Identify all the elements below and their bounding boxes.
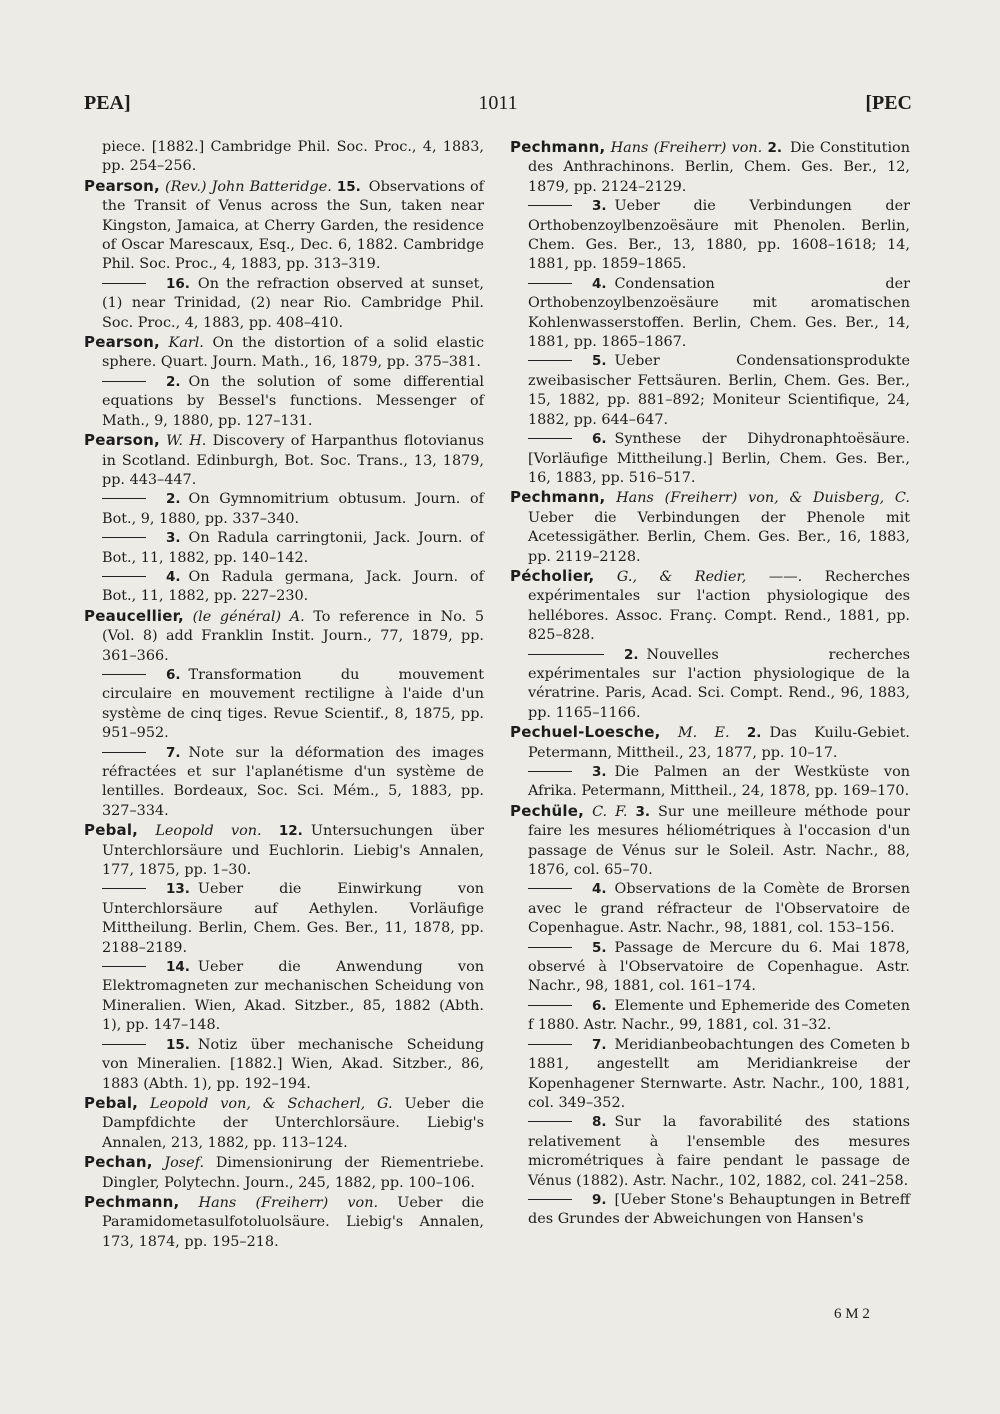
ditto-dash xyxy=(102,381,146,382)
ditto-dash xyxy=(528,654,604,655)
entry-text: Ueber die Anwendung von Elektromagneten zur mechanischen Scheidung von Mineralien. Wien, Akad. Sitzber., 85, 1882 (Abth. 1), pp. 147–148. xyxy=(102,959,484,1034)
author-forename: Karl. xyxy=(168,335,204,352)
entry-text: Elemente und Ephemeride des Cometen f 1880. Astr. Nachr., 99, 1881, col. 31–32. xyxy=(528,997,910,1034)
entry-number: 3. xyxy=(166,530,181,547)
author-surname: Pearson, xyxy=(84,333,160,352)
bibliography-entry xyxy=(84,1193,484,1252)
bibliography-subentry xyxy=(510,939,910,997)
bibliography-subentry xyxy=(510,1036,910,1114)
bibliography-subentry xyxy=(510,997,910,1036)
entry-text: To reference in No. 5 (Vol. 8) add Franklin Instit. Journ., 77, 1879, pp. 361–366. xyxy=(102,608,484,664)
entry-text: Notiz über mechanische Scheidung von Mineralien. [1882.] Wien, Akad. Sitzber., 86, 1883 (Abth. 1), pp. 192–194. xyxy=(102,1036,484,1092)
entry-text: On the refraction observed at sunset, (1) near Trinidad, (2) near Rio. Cambridge Phil. Soc. Proc., 4, 1883, pp. 408–410. xyxy=(102,275,484,331)
bibliography-subentry xyxy=(84,1036,484,1094)
bibliography-subentry xyxy=(84,880,484,958)
entry-number: 6. xyxy=(592,997,607,1014)
entry-text: On the distortion of a solid elastic sphere. Quart. Journ. Math., 16, 1879, pp. 375–381. xyxy=(102,335,485,371)
entry-text: Ueber Condensationsprodukte zweibasischer Fettsäuren. Berlin, Chem. Ges. Ber., 15, 1882, pp. 881–892; Moniteur Scientifique, 24, 1882, pp. 644–647. xyxy=(528,353,910,428)
ditto-dash xyxy=(528,283,572,284)
bibliography-subentry xyxy=(84,529,484,568)
bibliography-entry xyxy=(510,802,910,881)
author-surname: Pechmann, xyxy=(510,488,606,507)
ditto-dash xyxy=(102,888,146,889)
entry-number: 2. xyxy=(746,725,762,742)
author-surname: Peaucellier, xyxy=(84,606,184,625)
entry-text: On Radula carringtonii, Jack. Journ. of Bot., 11, 1882, pp. 140–142. xyxy=(102,530,484,566)
ditto-dash xyxy=(528,947,572,948)
author-surname: Pécholier, xyxy=(510,566,595,585)
entry-text: Die Constitution des Anthrachinons. Berlin, Chem. Ges. Ber., 12, 1879, pp. 2124–2129. xyxy=(528,140,910,195)
bibliography-subentry xyxy=(84,958,484,1036)
bibliography-subentry xyxy=(84,275,484,333)
entry-text: On Gymnomitrium obtusum. Journ. of Bot., 9, 1880, pp. 337–340. xyxy=(102,491,484,527)
entry-number: 7. xyxy=(592,1036,607,1053)
entry-text: On Radula germana, Jack. Journ. of Bot., 11, 1882, pp. 227–230. xyxy=(102,568,484,605)
ditto-dash xyxy=(528,1044,572,1045)
entry-text: Note sur la déformation des images réfractées et sur l'aplanétisme d'un système de lentilles. Bordeaux, Soc. Sci. Mém., 5, 1883, pp. 327–334. xyxy=(102,744,484,819)
entry-number: 2. xyxy=(166,491,181,508)
author-surname: Pechmann, xyxy=(510,138,606,156)
bibliography-entry xyxy=(510,138,910,197)
ditto-dash xyxy=(102,966,146,967)
bibliography-subentry xyxy=(84,373,484,431)
entry-text: Recherches expérimentales sur l'action physiologique des hellébores. Assoc. Franç. Compt. Rend., 1881, pp. 825–828. xyxy=(528,568,911,644)
bibliography-entry xyxy=(84,607,484,666)
entry-number: 15. xyxy=(336,178,361,195)
author-forename: M. E. xyxy=(677,725,730,742)
ditto-dash xyxy=(102,1044,146,1045)
entry-number: 14. xyxy=(166,959,190,976)
header-left-guide: PEA] xyxy=(84,92,131,114)
bibliography-subentry xyxy=(510,646,910,724)
ditto-dash xyxy=(102,498,146,499)
entry-text: Dimensionirung der Riementriebe. Dingler, Polytechn. Journ., 245, 1882, pp. 100–106. xyxy=(102,1155,485,1191)
right-column xyxy=(510,138,910,1230)
bibliography-subentry xyxy=(510,1113,910,1191)
bibliography-entry xyxy=(510,723,910,763)
ditto-dash xyxy=(102,283,146,284)
author-forename: Hans (Freiherr) von. xyxy=(198,1194,379,1211)
bibliography-entry xyxy=(510,488,910,567)
entry-text: Ueber die Verbindungen der Phenole mit Acetessigäther. Berlin, Chem. Ges. Ber., 16, 1883, pp. 2119–2128. xyxy=(528,509,910,565)
entry-text: Passage de Mercure du 6. Mai 1878, observé à l'Observatoire de Copenhague. Astr. Nachr., 98, 1881, col. 161–174. xyxy=(528,939,910,995)
ditto-dash xyxy=(528,438,572,439)
author-surname: Pechuel-Loesche, xyxy=(510,723,661,742)
entry-text: piece. [1882.] Cambridge Phil. Soc. Proc., 4, 1883, pp. 254–256. xyxy=(102,139,484,175)
author-forename: Josef. xyxy=(164,1155,205,1172)
entry-number: 6. xyxy=(166,666,181,683)
entry-text: On the solution of some differential equations by Bessel's functions. Messenger of Math., 9, 1880, pp. 127–131. xyxy=(102,373,484,429)
signature-mark: 6 M 2 xyxy=(834,1306,870,1322)
entry-number: 2. xyxy=(624,646,639,663)
entry-text: Die Palmen an der Westküste von Afrika. Petermann, Mittheil., 24, 1878, pp. 169–170. xyxy=(528,764,910,800)
bibliography-entry xyxy=(84,431,484,490)
left-column xyxy=(84,138,484,1252)
entry-text: Ueber die Paramidometasulfotoluolsäure. Liebig's Annalen, 173, 1874, pp. 195–218. xyxy=(102,1194,484,1250)
entry-text: Meridianbeobachtungen des Cometen b 1881, angestellt am Meridiankreise der Kopenhagener Sternwarte. Astr. Nachr., 100, 1881, col. 349–352. xyxy=(528,1036,910,1111)
bibliography-entry xyxy=(84,821,484,880)
page-number: 1011 xyxy=(478,92,518,114)
entry-number: 2. xyxy=(767,140,782,156)
bibliography-entry xyxy=(84,333,484,373)
entry-text: Observations of the Transit of Venus across the Sun, taken near Kingston, Jamaica, at Cherry Garden, the residence of Oscar Marescaux, Esq., Dec. 6, 1882. Cambridge Phil. Soc. Proc., 4, 1883, pp. 313–319. xyxy=(102,178,485,273)
entry-number: 15. xyxy=(166,1036,190,1053)
ditto-dash xyxy=(102,576,146,577)
bibliography-subentry xyxy=(510,1191,910,1230)
author-forename: (Rev.) John Batteridge. xyxy=(164,178,332,195)
bibliography-subentry xyxy=(510,275,910,353)
author-forename: Leopold von, & Schacherl, G. xyxy=(149,1095,393,1112)
entry-text: Ueber die Dampfdichte der Unterchlorsäure. Liebig's Annalen, 213, 1882, pp. 113–124. xyxy=(102,1095,484,1151)
ditto-dash xyxy=(528,771,572,772)
entry-number: 3. xyxy=(592,198,607,215)
author-forename: Hans (Freiherr) von. xyxy=(610,140,763,156)
entry-text: Ueber die Einwirkung von Unterchlorsäure auf Aethylen. Vorläufige Mittheilung. Berlin, Chem. Ges. Ber., 11, 1878, pp. 2188–2189. xyxy=(102,881,484,956)
author-forename: Leopold von. xyxy=(155,823,262,840)
ditto-dash xyxy=(102,674,146,675)
bibliography-entry xyxy=(510,567,910,646)
entry-number: 3. xyxy=(635,803,651,820)
entry-number: 5. xyxy=(592,939,607,956)
entry-number: 2. xyxy=(166,373,181,390)
entry-text: Condensation der Orthobenzoylbenzoësäure mit aromatischen Kohlenwasserstoffen. Berlin, Chem. Ges. Ber., 14, 1881, pp. 1865–1867. xyxy=(528,275,910,351)
entry-text: Nouvelles recherches expérimentales sur l'action physiologique de la vératrine. Paris, Acad. Sci. Compt. Rend., 96, 1883, pp. 1165–1166. xyxy=(528,646,910,721)
author-surname: Pearson, xyxy=(84,431,160,450)
bibliography-subentry xyxy=(510,430,910,488)
entry-text: Das Kuilu-Gebiet. Petermann, Mittheil., 23, 1877, pp. 10–17. xyxy=(528,725,910,761)
entry-number: 5. xyxy=(592,353,607,370)
entry-text: Observations de la Comète de Brorsen avec le grand réfracteur de l'Observatoire de Copenhague. Astr. Nachr., 98, 1881, col. 153–156. xyxy=(528,881,910,937)
author-forename: (le général) A. xyxy=(192,608,305,625)
entry-text: Untersuchungen über Unterchlorsäure und Euchlorin. Liebig's Annalen, 177, 1875, pp. 1–30. xyxy=(102,823,485,879)
author-surname: Pechan, xyxy=(84,1153,153,1172)
author-forename: W. H. xyxy=(166,433,207,450)
bibliography-subentry xyxy=(84,666,484,744)
bibliography-subentry xyxy=(510,352,910,430)
ditto-dash xyxy=(528,205,572,206)
entry-number: 3. xyxy=(592,764,607,780)
entry-text: [Ueber Stone's Behauptungen in Betreff des Grundes der Abweichungen von Hansen's xyxy=(528,1191,910,1228)
author-forename: G., & Redier, ——. xyxy=(616,568,803,585)
ditto-dash xyxy=(528,1199,572,1200)
header-right-guide: [PEC xyxy=(865,92,912,114)
entry-number: 4. xyxy=(592,275,607,292)
bibliography-entry xyxy=(84,1153,484,1193)
ditto-dash xyxy=(528,1005,572,1006)
entry-text: Discovery of Harpanthus flotovianus in Scotland. Edinburgh, Bot. Soc. Trans., 13, 1879, pp. 443–447. xyxy=(102,433,484,488)
entry-text: Sur la favorabilité des stations relativement à l'ensemble des mesures micrométriques à faire pendant le passage de Vénus (1882). Astr. Nachr., 102, 1882, col. 241–258. xyxy=(528,1114,910,1189)
author-surname: Pebal, xyxy=(84,1093,139,1112)
two-column-body xyxy=(84,138,916,1288)
bibliography-subentry xyxy=(84,568,484,607)
bibliography-subentry xyxy=(84,744,484,822)
bibliography-entry xyxy=(84,177,484,275)
entry-number: 13. xyxy=(166,881,190,898)
ditto-dash xyxy=(102,752,146,753)
author-surname: Pearson, xyxy=(84,176,160,195)
entry-number: 12. xyxy=(278,823,303,840)
entry-continuation xyxy=(84,138,484,177)
entry-number: 16. xyxy=(166,275,190,292)
bibliography-subentry xyxy=(84,490,484,529)
entry-number: 4. xyxy=(166,568,181,585)
ditto-dash xyxy=(102,537,146,538)
entry-text: Synthese der Dihydronaphtoësäure. [Vorläufige Mittheilung.] Berlin, Chem. Ges. Ber., 16, 1883, pp. 516–517. xyxy=(528,431,910,486)
bibliography-entry xyxy=(84,1094,484,1153)
entry-number: 9. xyxy=(592,1191,607,1208)
bibliography-subentry xyxy=(510,197,910,275)
bibliography-subentry xyxy=(510,880,910,938)
ditto-dash xyxy=(528,1121,572,1122)
entry-number: 6. xyxy=(592,431,607,448)
ditto-dash xyxy=(528,360,572,361)
author-surname: Pechüle, xyxy=(510,801,585,820)
entry-number: 7. xyxy=(166,744,181,761)
bibliography-subentry xyxy=(510,763,910,802)
entry-text: Ueber die Verbindungen der Orthobenzoylbenzoësäure mit Phenolen. Berlin, Chem. Ges. Ber., 13, 1880, pp. 1608–1618; 14, 1881, pp. 1859–1865. xyxy=(528,198,910,273)
entry-text: Transformation du mouvement circulaire en mouvement rectiligne à l'aide d'un système de cinq tiges. Revue Scientif., 8, 1875, pp. 951–952. xyxy=(102,666,484,742)
author-forename: C. F. xyxy=(592,803,628,820)
page-header xyxy=(84,92,912,122)
entry-number: 4. xyxy=(592,881,607,898)
author-surname: Pebal, xyxy=(84,821,139,840)
author-forename: Hans (Freiherr) von, & Duisberg, C. xyxy=(616,490,910,507)
entry-number: 8. xyxy=(592,1114,607,1131)
ditto-dash xyxy=(528,888,572,889)
entry-text: Sur une meilleure méthode pour faire les mesures héliométriques à l'occasion d'un passage de Vénus sur le Soleil. Astr. Nachr., 88, 1876, col. 65–70. xyxy=(528,803,910,879)
author-surname: Pechmann, xyxy=(84,1192,180,1211)
